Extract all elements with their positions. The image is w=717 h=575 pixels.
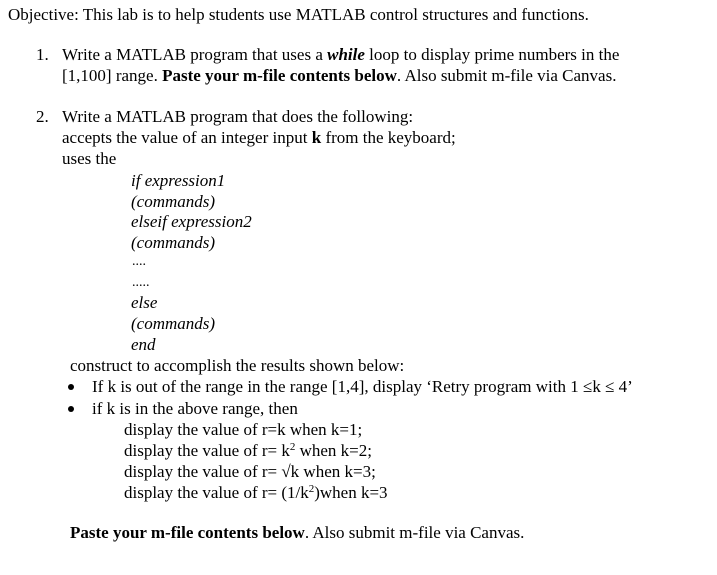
q2-paste-suffix: . Also submit m-file via Canvas. xyxy=(304,523,525,542)
display-line-k3-reciprocal xyxy=(124,482,388,503)
display-line-k2-text: display the value of r= k xyxy=(124,441,290,460)
bullet-retry: If k is out of the range in the range [1,4], display ‘Retry program with 1 ≤k ≤ 4’ xyxy=(92,377,633,396)
q2-paste-instruction: Paste your m-file contents below xyxy=(70,523,305,542)
display-line-reciprocal-text: display the value of r= (1/k xyxy=(124,483,309,502)
q2-line2 xyxy=(62,127,456,148)
code-line: end xyxy=(131,335,156,354)
code-line: elseif expression2 xyxy=(131,212,252,231)
q2-line1: Write a MATLAB program that does the following: xyxy=(62,107,414,126)
q2-paste-line xyxy=(70,522,524,543)
q2-number: 2. xyxy=(36,107,49,126)
display-line-reciprocal-tail: )when k=3 xyxy=(314,483,388,502)
q2-input-variable: k xyxy=(311,128,322,147)
display-line-k2-tail: when k=2; xyxy=(295,441,372,460)
q1-line1-prefix: Write a MATLAB program that uses a xyxy=(62,45,323,64)
q1-line2 xyxy=(62,65,616,86)
construct-text: construct to accomplish the results shown below: xyxy=(70,356,405,375)
display-line-k3: display the value of r= √k when k=3; xyxy=(124,462,376,481)
q1-line1 xyxy=(62,44,619,65)
q1-line2-suffix: . Also submit m-file via Canvas. xyxy=(396,66,617,85)
code-line: else xyxy=(131,293,158,312)
code-line: (commands) xyxy=(131,233,216,252)
objective-text: Objective: This lab is to help students use MATLAB control structures and functions. xyxy=(8,5,589,24)
q2-line2-prefix: accepts the value of an integer input xyxy=(62,128,308,147)
q1-paste-instruction: Paste your m-file contents below xyxy=(162,66,397,85)
exponent: 2 xyxy=(308,483,315,495)
bullet-icon xyxy=(68,384,74,390)
bullet-icon xyxy=(68,406,74,412)
q2-line2-suffix: from the keyboard; xyxy=(325,128,456,147)
bullet-in-range: if k is in the above range, then xyxy=(92,399,298,418)
q1-line2-prefix: [1,100] range. xyxy=(62,66,158,85)
code-line: if expression1 xyxy=(131,171,226,190)
code-line: (commands) xyxy=(131,192,216,211)
q1-while-keyword: while xyxy=(327,45,365,64)
code-line: ..... xyxy=(132,275,150,290)
q1-line1-suffix: loop to display prime numbers in the xyxy=(369,45,620,64)
code-line: .... xyxy=(132,254,146,269)
display-line-k2 xyxy=(124,440,372,461)
q1-number: 1. xyxy=(36,45,49,64)
code-line: (commands) xyxy=(131,314,216,333)
display-line-k1: display the value of r=k when k=1; xyxy=(124,420,363,439)
exponent: 2 xyxy=(289,441,296,453)
q2-line3: uses the xyxy=(62,149,117,168)
